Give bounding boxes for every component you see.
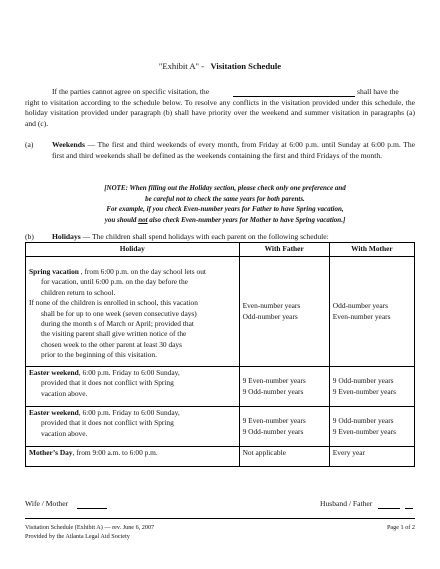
table-row-easter-weekend-2 [26,407,415,447]
easter1-father-option-odd[interactable]: 9 Odd-number years [242,386,304,396]
section-b-heading: Holidays [52,232,81,241]
spring-mother-option-even[interactable]: Even-number years [332,311,391,321]
section-b-marker: (b) [25,232,34,241]
spring-line-4: If none of the children is enrolled in school, this vacation [29,298,198,308]
table-row-easter-weekend-1 [26,367,415,407]
section-b-body: — The children shall spend holidays with each parent on the following schedule: [80,232,329,241]
table-header-row [26,243,415,257]
easter1-description [26,367,240,407]
page-title [0,61,440,71]
table-row-mothers-day [26,447,415,467]
spring-line-1: , from 6:00 p.m. on the day school lets out [78,267,206,276]
intro-line-1a: If the parties cannot agree on specific visitation, the [52,87,210,96]
spring-line-7: the visiting parent shall give written notice of the [41,329,187,339]
section-b-text [52,232,415,243]
spring-father-option-even[interactable]: Even-number years [242,301,301,311]
spring-father-option-odd[interactable]: Odd-number years [242,311,298,321]
section-a-marker: (a) [25,140,34,149]
spring-mother-options [329,257,414,367]
spring-line-9: prior to the beginning of this visitation. [41,350,157,360]
mothers-day-text: , from 9:00 a.m. to 6:00 p.m. [72,448,158,457]
husband-father-signature-line-1[interactable] [378,508,400,509]
note-line-3: For example, if you check Even-number years for Father to have Spring vacation, [106,205,344,214]
note-emphasis-not: not [138,215,148,224]
easter2-father-options [239,407,329,447]
footer-provider: Provided by the Atlanta Legal Aid Society [25,533,130,540]
easter2-mother-options [329,407,414,447]
schedule-title: Visitation Schedule [210,61,282,71]
footer-revision: Visitation Schedule (Exhibit A) — rev. June 6, 2007 [25,524,155,531]
spring-vacation-description [26,257,240,367]
holiday-schedule-table [25,242,415,467]
easter2-mother-option-odd[interactable]: 9 Odd-number years [332,416,394,426]
easter2-mother-option-even[interactable]: 9 Even-number years [332,426,397,436]
note-line-4 [70,215,380,226]
footer-rule [25,518,415,519]
spring-vacation-title: Spring vacation [29,267,79,276]
note-line-4b: also check Even-number years for Mother to have Spring vacation.] [147,215,346,224]
spring-line-5: shall be for up to one week (seven consecutive days) [41,308,197,318]
section-a-heading: Weekends [52,140,85,149]
header-with-mother: With Mother [329,243,414,257]
holiday-note [70,183,380,225]
easter1-mother-options [329,367,414,407]
easter1-father-option-even[interactable]: 9 Even-number years [242,376,306,386]
section-a-text [52,140,415,161]
header-with-father: With Father [239,243,329,257]
exhibit-label: "Exhibit A" - [158,61,205,71]
note-line-4a: you should [104,215,139,224]
easter1-title: Easter weekend [29,368,79,377]
easter1-mother-option-even[interactable]: 9 Even-number years [332,386,397,396]
wife-mother-signature-line[interactable] [77,508,107,509]
intro-line-1b: shall have the [357,87,399,96]
easter1-father-options [239,367,329,407]
mothers-day-description [26,447,240,467]
easter1-line-3: vacation above. [41,388,88,398]
page-number: Page 1 of 2 [386,524,415,531]
section-a-body: — The first and third weekends of every month, from Friday at 6:00 p.m. until Sunday at 6:00 p.m. The first and third weekends shall be defined as the weekends containing the first and third Fridays of the month. [52,140,415,160]
easter2-line-3: vacation above. [41,428,88,438]
easter2-title: Easter weekend [29,408,79,417]
easter1-line-2: provided that it does not conflict with Spring [41,378,174,388]
easter2-father-option-even[interactable]: 9 Even-number years [242,416,306,426]
easter2-line-1: , 6:00 p.m. Friday to 6:00 Sunday, [78,408,180,417]
mothers-day-title: Mother’s Day [29,448,73,457]
note-line-2: be careful not to check the same years for both parents. [145,194,305,203]
spring-line-8: chosen week to the other parent at least 30 days [41,339,182,349]
spring-line-2: for vacation, until 6:00 p.m. on the day before the [41,277,188,287]
header-holiday: Holiday [26,243,240,257]
husband-father-label: Husband / Father [320,499,373,508]
spring-line-6: during the month s of March or April; provided that [41,319,194,329]
spring-line-3: children return to school. [41,287,116,297]
mothers-day-father: Not applicable [239,447,329,467]
wife-mother-label: Wife / Mother [25,499,69,508]
spring-mother-option-odd[interactable]: Odd-number years [332,301,389,311]
note-line-1: [NOTE: When filling out the Holiday section, please check only one preference and [104,184,346,192]
spring-father-options [239,257,329,367]
table-row-spring-vacation [26,257,415,367]
easter1-mother-option-odd[interactable]: 9 Odd-number years [332,376,394,386]
intro-paragraph: right to visitation according to the schedule below. To resolve any conflicts in the visitation provided under this schedule, the holiday visitation provided under paragraph (b) shall have priority over the weekend and summer visitation in paragraphs (a) and (c). [25,97,415,128]
easter1-line-1: , 6:00 p.m. Friday to 6:00 Sunday, [78,368,180,377]
easter2-father-option-odd[interactable]: 9 Odd-number years [242,426,304,436]
easter2-description [26,407,240,447]
easter2-line-2: provided that it does not conflict with Spring [41,418,174,428]
mothers-day-mother: Every year [329,447,414,467]
husband-father-signature-line-2[interactable] [405,508,413,509]
